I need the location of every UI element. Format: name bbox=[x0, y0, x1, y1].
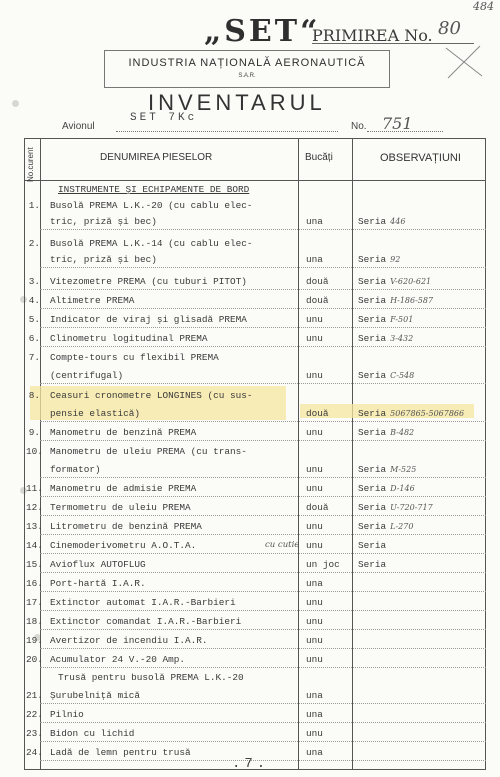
row-dotted-line bbox=[40, 667, 486, 668]
row-observation-label: Seria bbox=[358, 502, 387, 513]
row-description: Cinemoderivometru A.O.T.A. bbox=[50, 540, 197, 551]
row-quantity: unu bbox=[306, 314, 323, 325]
row-quantity: unu bbox=[306, 635, 323, 646]
row-number: 13. bbox=[26, 521, 43, 532]
row-dotted-line bbox=[40, 703, 486, 704]
row-number: 24. bbox=[26, 747, 43, 758]
row-handwritten-note: cu cutie bbox=[265, 540, 300, 550]
row-dotted-line bbox=[40, 741, 486, 742]
row-number: 22. bbox=[26, 709, 43, 720]
row-observation bbox=[358, 464, 416, 475]
row-number: 15. bbox=[26, 559, 43, 570]
row-serial-handwritten: C-548 bbox=[390, 371, 415, 380]
row-quantity: unu bbox=[306, 483, 323, 494]
row-serial-handwritten: H-186-587 bbox=[390, 296, 434, 305]
row-dotted-line bbox=[40, 308, 486, 309]
row-description: Port-hartă I.A.R. bbox=[50, 578, 146, 589]
row-serial-handwritten: F-501 bbox=[390, 315, 414, 324]
row-number: 18. bbox=[26, 616, 43, 627]
row-description: Ladă de lemn pentru trusă bbox=[50, 747, 191, 758]
row-serial-handwritten: U-720-717 bbox=[390, 503, 433, 512]
row-observation-label: Seria bbox=[358, 464, 387, 475]
row-description: Șurubelniță mică bbox=[50, 690, 141, 701]
row-description: Manometru de admisie PREMA bbox=[50, 483, 197, 494]
row-number: 9. bbox=[28, 427, 40, 438]
row-quantity: una bbox=[306, 690, 323, 701]
row-serial-handwritten: B-482 bbox=[390, 428, 415, 437]
row-number: 20. bbox=[26, 654, 43, 665]
row-dotted-line bbox=[40, 229, 486, 230]
row-observation-label: Seria bbox=[358, 333, 387, 344]
document-title: INVENTARUL bbox=[148, 90, 326, 115]
row-serial-handwritten: 92 bbox=[390, 255, 401, 264]
header-divider bbox=[24, 180, 486, 181]
section-heading-2: Trusă pentru busolă PREMA L.K.-20 bbox=[58, 672, 244, 683]
row-dotted-line bbox=[40, 346, 486, 347]
row-quantity: unu bbox=[306, 370, 323, 381]
row-quantity: una bbox=[306, 747, 323, 758]
section-heading: INSTRUMENTE ȘI ECHIPAMENTE DE BORD bbox=[58, 184, 250, 195]
punch-hole bbox=[12, 100, 19, 107]
row-observation bbox=[358, 408, 464, 419]
no-dotted-line bbox=[367, 131, 443, 132]
company-sub: S.A.R. bbox=[238, 73, 256, 79]
row-quantity: două bbox=[306, 276, 329, 287]
column-header-nr: No.curent bbox=[26, 147, 35, 182]
row-quantity: unu bbox=[306, 333, 323, 344]
primirea-label: PRIMIREA No. bbox=[312, 26, 433, 45]
row-quantity: una bbox=[306, 216, 323, 227]
row-number: 3. bbox=[28, 276, 40, 287]
primirea-number: 80 bbox=[438, 18, 461, 39]
row-number: 14. bbox=[26, 540, 43, 551]
row-serial-handwritten: V-620-621 bbox=[390, 277, 432, 286]
row-dotted-line bbox=[40, 289, 486, 290]
row-observation-label: Seria bbox=[358, 483, 387, 494]
row-observation-label: Seria bbox=[358, 276, 387, 287]
row-dotted-line bbox=[40, 327, 486, 328]
row-serial-handwritten: 446 bbox=[390, 217, 406, 226]
avionul-label: Avionul bbox=[62, 121, 95, 132]
row-quantity: unu bbox=[306, 521, 323, 532]
no-value: 751 bbox=[382, 114, 413, 133]
row-number: 12. bbox=[26, 502, 43, 513]
row-quantity: unu bbox=[306, 728, 323, 739]
row-serial-handwritten: D-146 bbox=[390, 484, 415, 493]
row-dotted-line bbox=[40, 267, 486, 268]
row-observation-label: Seria bbox=[358, 295, 387, 306]
row-quantity: unu bbox=[306, 597, 323, 608]
row-quantity: unu bbox=[306, 540, 323, 551]
row-quantity: unu bbox=[306, 616, 323, 627]
row-quantity: una bbox=[306, 578, 323, 589]
row-observation bbox=[358, 521, 413, 532]
row-description: Acumulator 24 V.-20 Amp. bbox=[50, 654, 186, 665]
row-dotted-line bbox=[40, 421, 486, 422]
row-number: 23. bbox=[26, 728, 43, 739]
row-description: Vitezometre PREMA (cu tuburi PITOT) bbox=[50, 276, 247, 287]
row-serial-handwritten: 5067865-5067866 bbox=[390, 409, 465, 418]
row-observation-label: Seria bbox=[358, 540, 387, 551]
row-number: 21. bbox=[26, 690, 43, 701]
row-quantity: două bbox=[306, 408, 329, 419]
row-number: 17. bbox=[26, 597, 43, 608]
row-observation bbox=[358, 370, 414, 381]
row-number: 19. bbox=[26, 635, 43, 646]
column-header-obs: OBSERVAȚIUNI bbox=[380, 152, 461, 164]
row-description: Litrometru de benzină PREMA bbox=[50, 521, 202, 532]
row-observation bbox=[358, 540, 386, 551]
row-observation bbox=[358, 333, 413, 344]
column-divider bbox=[352, 138, 353, 770]
company-name: INDUSTRIA NAȚIONALĂ AERONAUTICĂ bbox=[128, 57, 366, 69]
row-dotted-line bbox=[40, 591, 486, 592]
row-observation-label: Seria bbox=[358, 314, 387, 325]
column-header-qty: Bucăți bbox=[305, 152, 333, 163]
column-header-name: DENUMIREA PIESELOR bbox=[100, 152, 213, 163]
avionul-value: SET 7Kc bbox=[130, 112, 198, 124]
row-quantity: două bbox=[306, 295, 329, 306]
row-dotted-line bbox=[40, 629, 486, 630]
row-description: Avertizor de incendiu I.A.R. bbox=[50, 635, 208, 646]
row-description: Busolă PREMA L.K.-20 (cu cablu elec- bbox=[50, 200, 253, 211]
row-description-cont: formator) bbox=[50, 464, 101, 475]
row-observation bbox=[358, 483, 415, 494]
row-number: 2. bbox=[28, 238, 40, 249]
row-description: Manometru de benzină PREMA bbox=[50, 427, 197, 438]
row-serial-handwritten: M-525 bbox=[390, 465, 417, 474]
row-description-cont: tric, priză și bec) bbox=[50, 254, 157, 265]
row-description: Avioflux AUTOFLUG bbox=[50, 559, 146, 570]
row-dotted-line bbox=[40, 440, 486, 441]
row-quantity: una bbox=[306, 254, 323, 265]
company-box bbox=[104, 50, 390, 88]
row-serial-handwritten: L-270 bbox=[390, 522, 414, 531]
row-quantity: un joc bbox=[306, 559, 340, 570]
row-observation bbox=[358, 254, 400, 265]
row-number: 10. bbox=[26, 446, 43, 457]
row-description: Ceasuri cronometre LONGINES (cu sus- bbox=[50, 390, 253, 401]
archive-number: 484 bbox=[473, 0, 494, 13]
row-dotted-line bbox=[40, 610, 486, 611]
row-number: 6. bbox=[28, 333, 40, 344]
row-observation bbox=[358, 559, 386, 570]
row-description: Extinctor comandat I.A.R.-Barbieri bbox=[50, 616, 242, 627]
row-observation bbox=[358, 314, 413, 325]
row-description: Extinctor automat I.A.R.-Barbieri bbox=[50, 597, 236, 608]
row-description: Bidon cu lichid bbox=[50, 728, 135, 739]
row-dotted-line bbox=[40, 496, 486, 497]
avionul-dotted-line bbox=[116, 131, 338, 132]
row-number: 4. bbox=[28, 295, 40, 306]
row-dotted-line bbox=[40, 477, 486, 478]
row-description: Termometru de uleiu PREMA bbox=[50, 502, 191, 513]
row-observation bbox=[358, 276, 431, 287]
row-description: Pilnio bbox=[50, 709, 84, 720]
row-quantity: unu bbox=[306, 427, 323, 438]
row-number: 11. bbox=[26, 483, 43, 494]
row-description: Altimetre PREMA bbox=[50, 295, 135, 306]
column-divider bbox=[298, 138, 299, 770]
row-observation-label: Seria bbox=[358, 408, 387, 419]
row-dotted-line bbox=[40, 515, 486, 516]
row-number: 1. bbox=[28, 200, 40, 211]
row-number: 7. bbox=[28, 352, 40, 363]
row-number: 16. bbox=[26, 578, 43, 589]
row-quantity: două bbox=[306, 502, 329, 513]
row-description: Indicator de viraj și glisadă PREMA bbox=[50, 314, 247, 325]
row-observation-label: Seria bbox=[358, 216, 387, 227]
row-serial-handwritten: 3-432 bbox=[390, 334, 414, 343]
row-observation-label: Seria bbox=[358, 427, 387, 438]
row-dotted-line bbox=[40, 572, 486, 573]
page-number: .7. bbox=[232, 756, 270, 772]
row-observation-label: Seria bbox=[358, 559, 387, 570]
row-observation bbox=[358, 427, 414, 438]
row-dotted-line bbox=[40, 553, 486, 554]
row-description-cont: tric, priză și bec) bbox=[50, 216, 157, 227]
row-observation-label: Seria bbox=[358, 370, 387, 381]
row-number: 8. bbox=[28, 390, 40, 401]
row-quantity: unu bbox=[306, 464, 323, 475]
row-observation bbox=[358, 216, 405, 227]
row-dotted-line bbox=[40, 383, 486, 384]
row-observation bbox=[358, 502, 433, 513]
pencil-cross-mark bbox=[442, 42, 486, 82]
row-observation-label: Seria bbox=[358, 254, 387, 265]
row-description-cont: (centrifugal) bbox=[50, 370, 124, 381]
row-description: Busolă PREMA L.K.-14 (cu cablu elec- bbox=[50, 238, 253, 249]
row-number: 5. bbox=[28, 314, 40, 325]
row-description: Manometru de uleiu PREMA (cu trans- bbox=[50, 446, 247, 457]
no-label: No. bbox=[351, 121, 367, 132]
row-dotted-line bbox=[40, 534, 486, 535]
row-dotted-line bbox=[40, 648, 486, 649]
row-description-cont: pensie elastică) bbox=[50, 408, 141, 419]
brand-set: „SET“ bbox=[204, 14, 321, 49]
row-quantity: unu bbox=[306, 654, 323, 665]
row-dotted-line bbox=[40, 722, 486, 723]
row-description: Clinometru logitudinal PREMA bbox=[50, 333, 208, 344]
row-description: Compte-tours cu flexibil PREMA bbox=[50, 352, 219, 363]
row-observation-label: Seria bbox=[358, 521, 387, 532]
row-quantity: una bbox=[306, 709, 323, 720]
row-observation bbox=[358, 295, 433, 306]
